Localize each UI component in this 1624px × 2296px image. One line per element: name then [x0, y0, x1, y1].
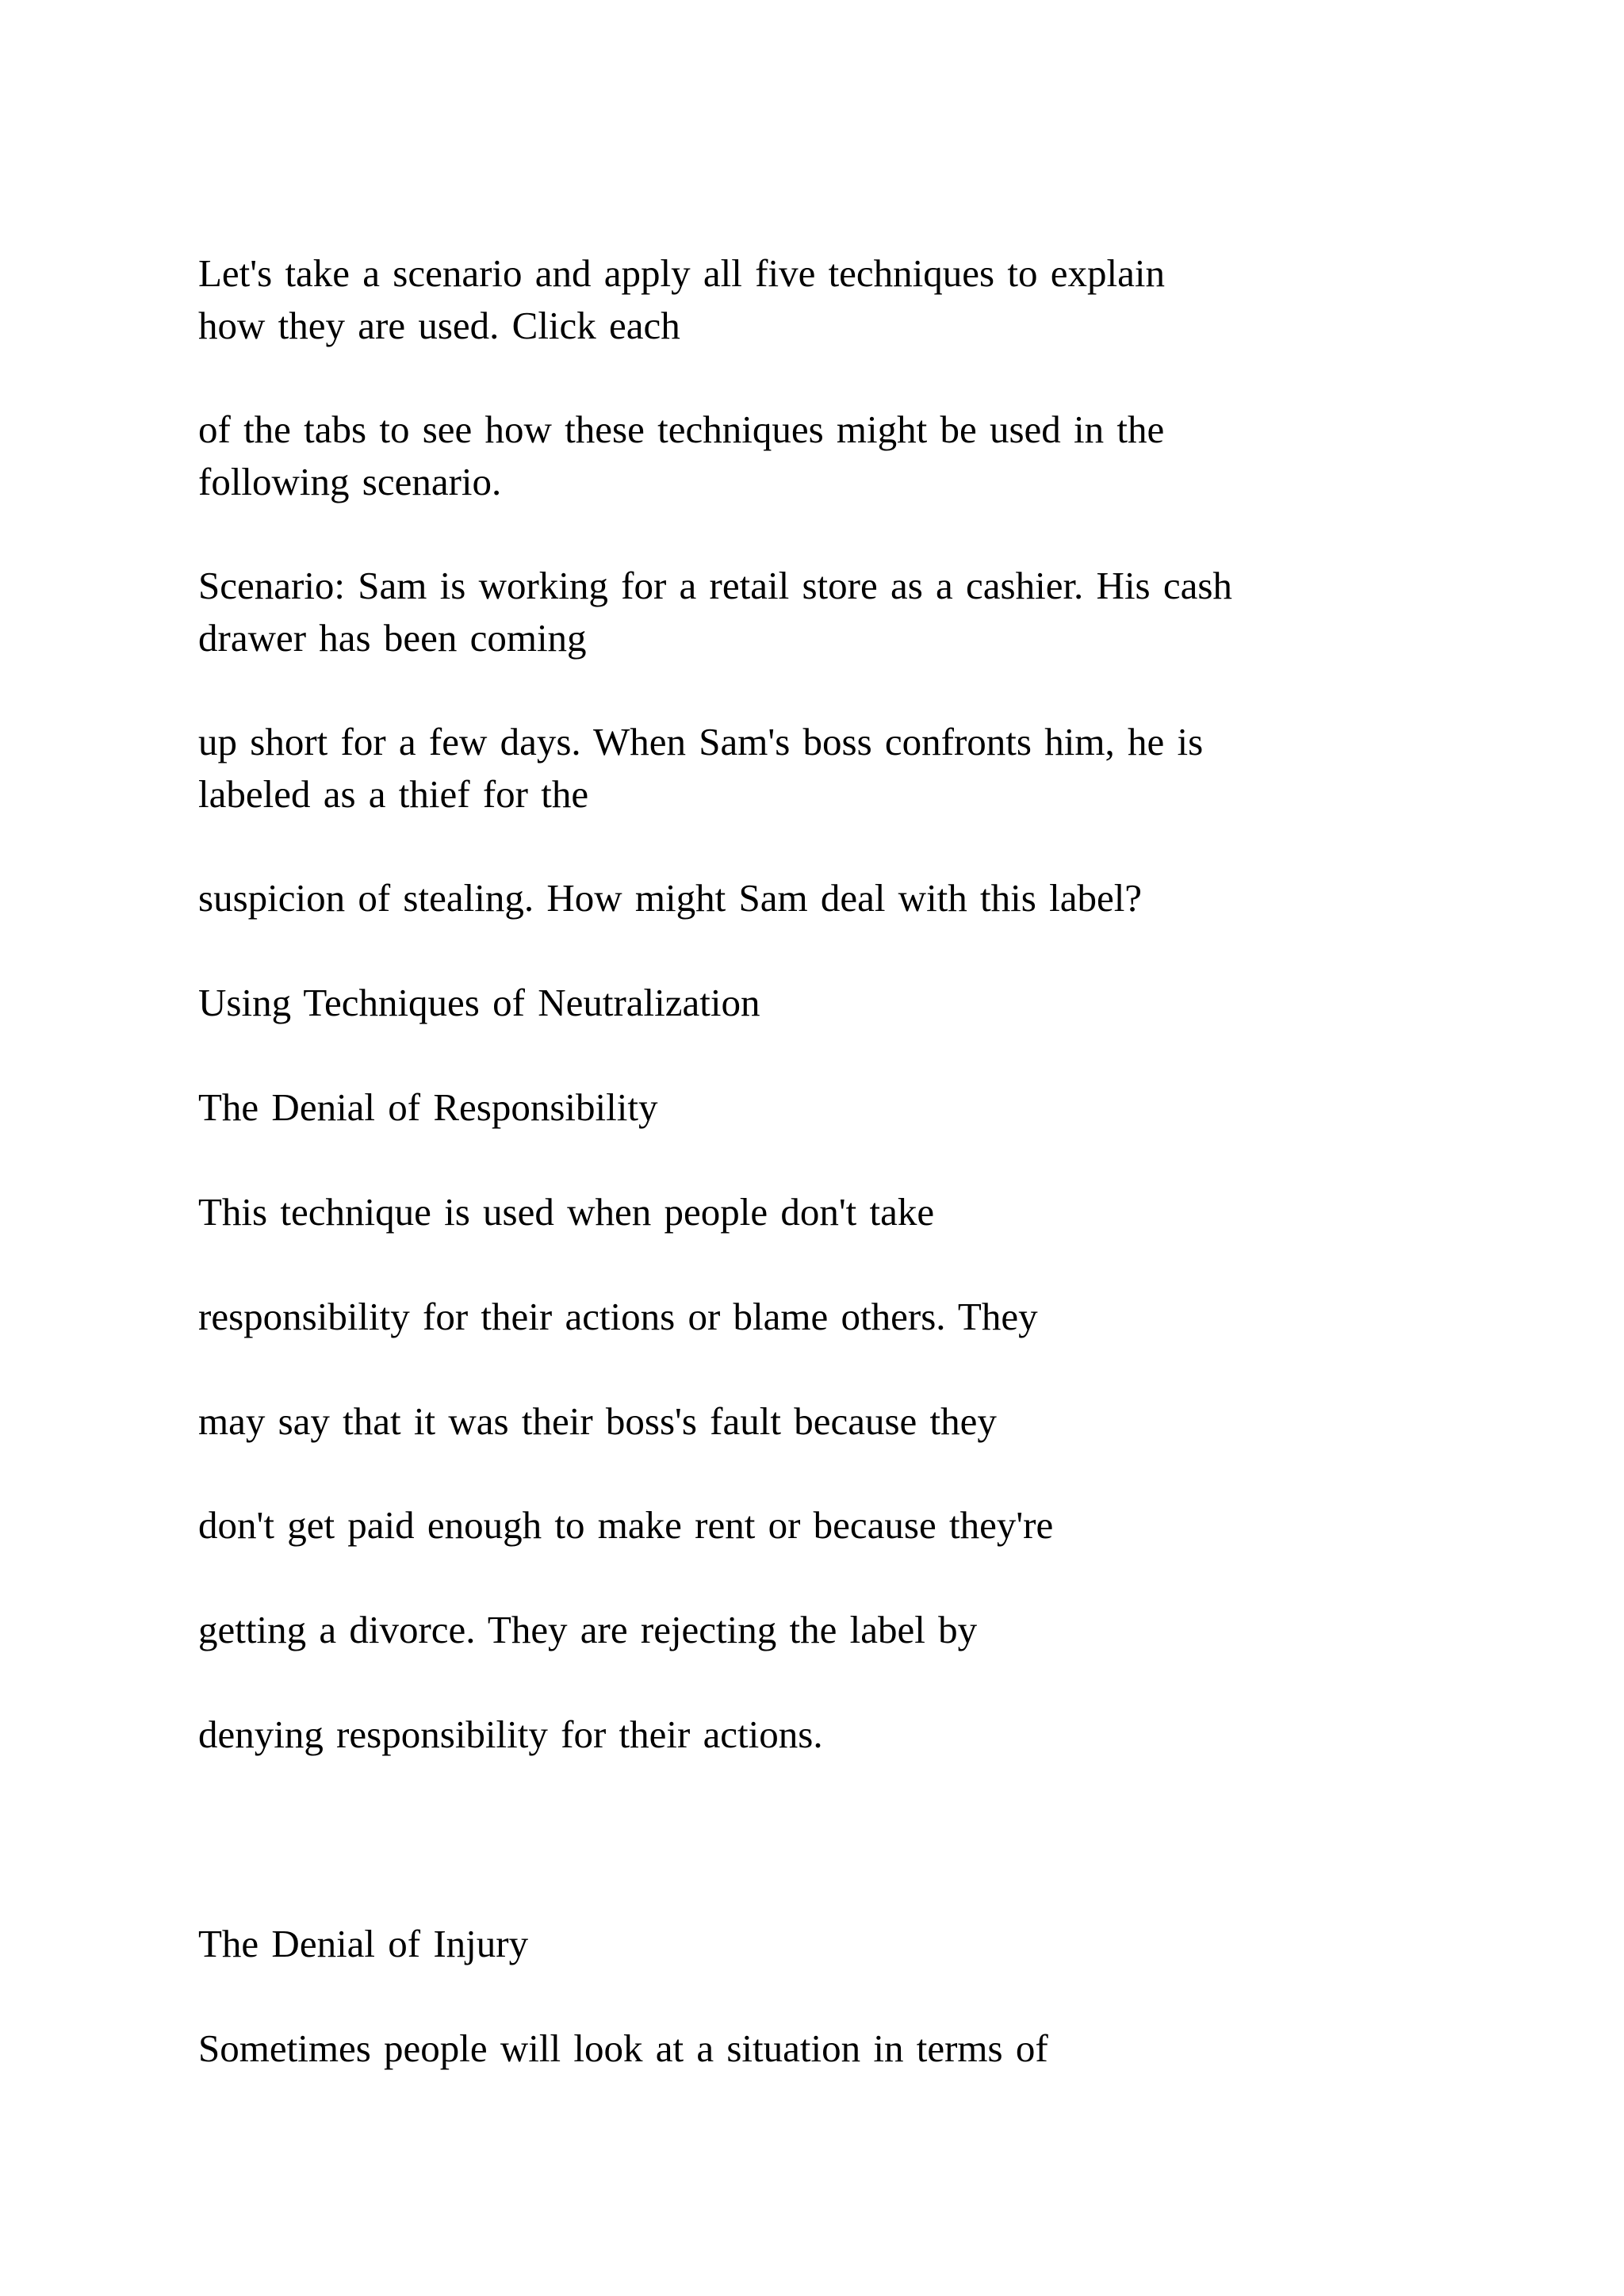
responsibility-paragraph-line-2: responsibility for their actions or blame others. They: [198, 1295, 1038, 1338]
scenario-intro-line-4: following scenario.: [198, 460, 502, 503]
scenario-line-4: labeled as a thief for the: [198, 772, 589, 816]
responsibility-paragraph-line-3: may say that it was their boss's fault because they: [198, 1399, 997, 1443]
responsibility-paragraph-line-6: denying responsibility for their actions.: [198, 1712, 823, 1756]
responsibility-paragraph-line-4: don't get paid enough to make rent or because they're: [198, 1503, 1054, 1547]
scenario-intro-line-3: of the tabs to see how these techniques might be used in the: [198, 408, 1165, 451]
scenario-intro-line-1: Let's take a scenario and apply all five techniques to explain: [198, 251, 1165, 295]
responsibility-paragraph-line-1: This technique is used when people don't take: [198, 1190, 935, 1234]
scenario-line-3: up short for a few days. When Sam's boss confronts him, he is: [198, 720, 1204, 763]
scenario-question: suspicion of stealing. How might Sam deal with this label?: [198, 876, 1143, 920]
subheading-denial-of-injury: The Denial of Injury: [198, 1922, 529, 1965]
injury-paragraph-line-1: Sometimes people will look at a situation in terms of: [198, 2026, 1048, 2070]
scenario-line-2: drawer has been coming: [198, 616, 587, 660]
subheading-denial-of-responsibility: The Denial of Responsibility: [198, 1085, 658, 1129]
section-heading: Using Techniques of Neutralization: [198, 981, 760, 1024]
scenario-line-1: Scenario: Sam is working for a retail store as a cashier. His cash: [198, 564, 1232, 607]
responsibility-paragraph-line-5: getting a divorce. They are rejecting the label by: [198, 1608, 978, 1651]
scenario-intro-line-2: how they are used. Click each: [198, 304, 680, 347]
